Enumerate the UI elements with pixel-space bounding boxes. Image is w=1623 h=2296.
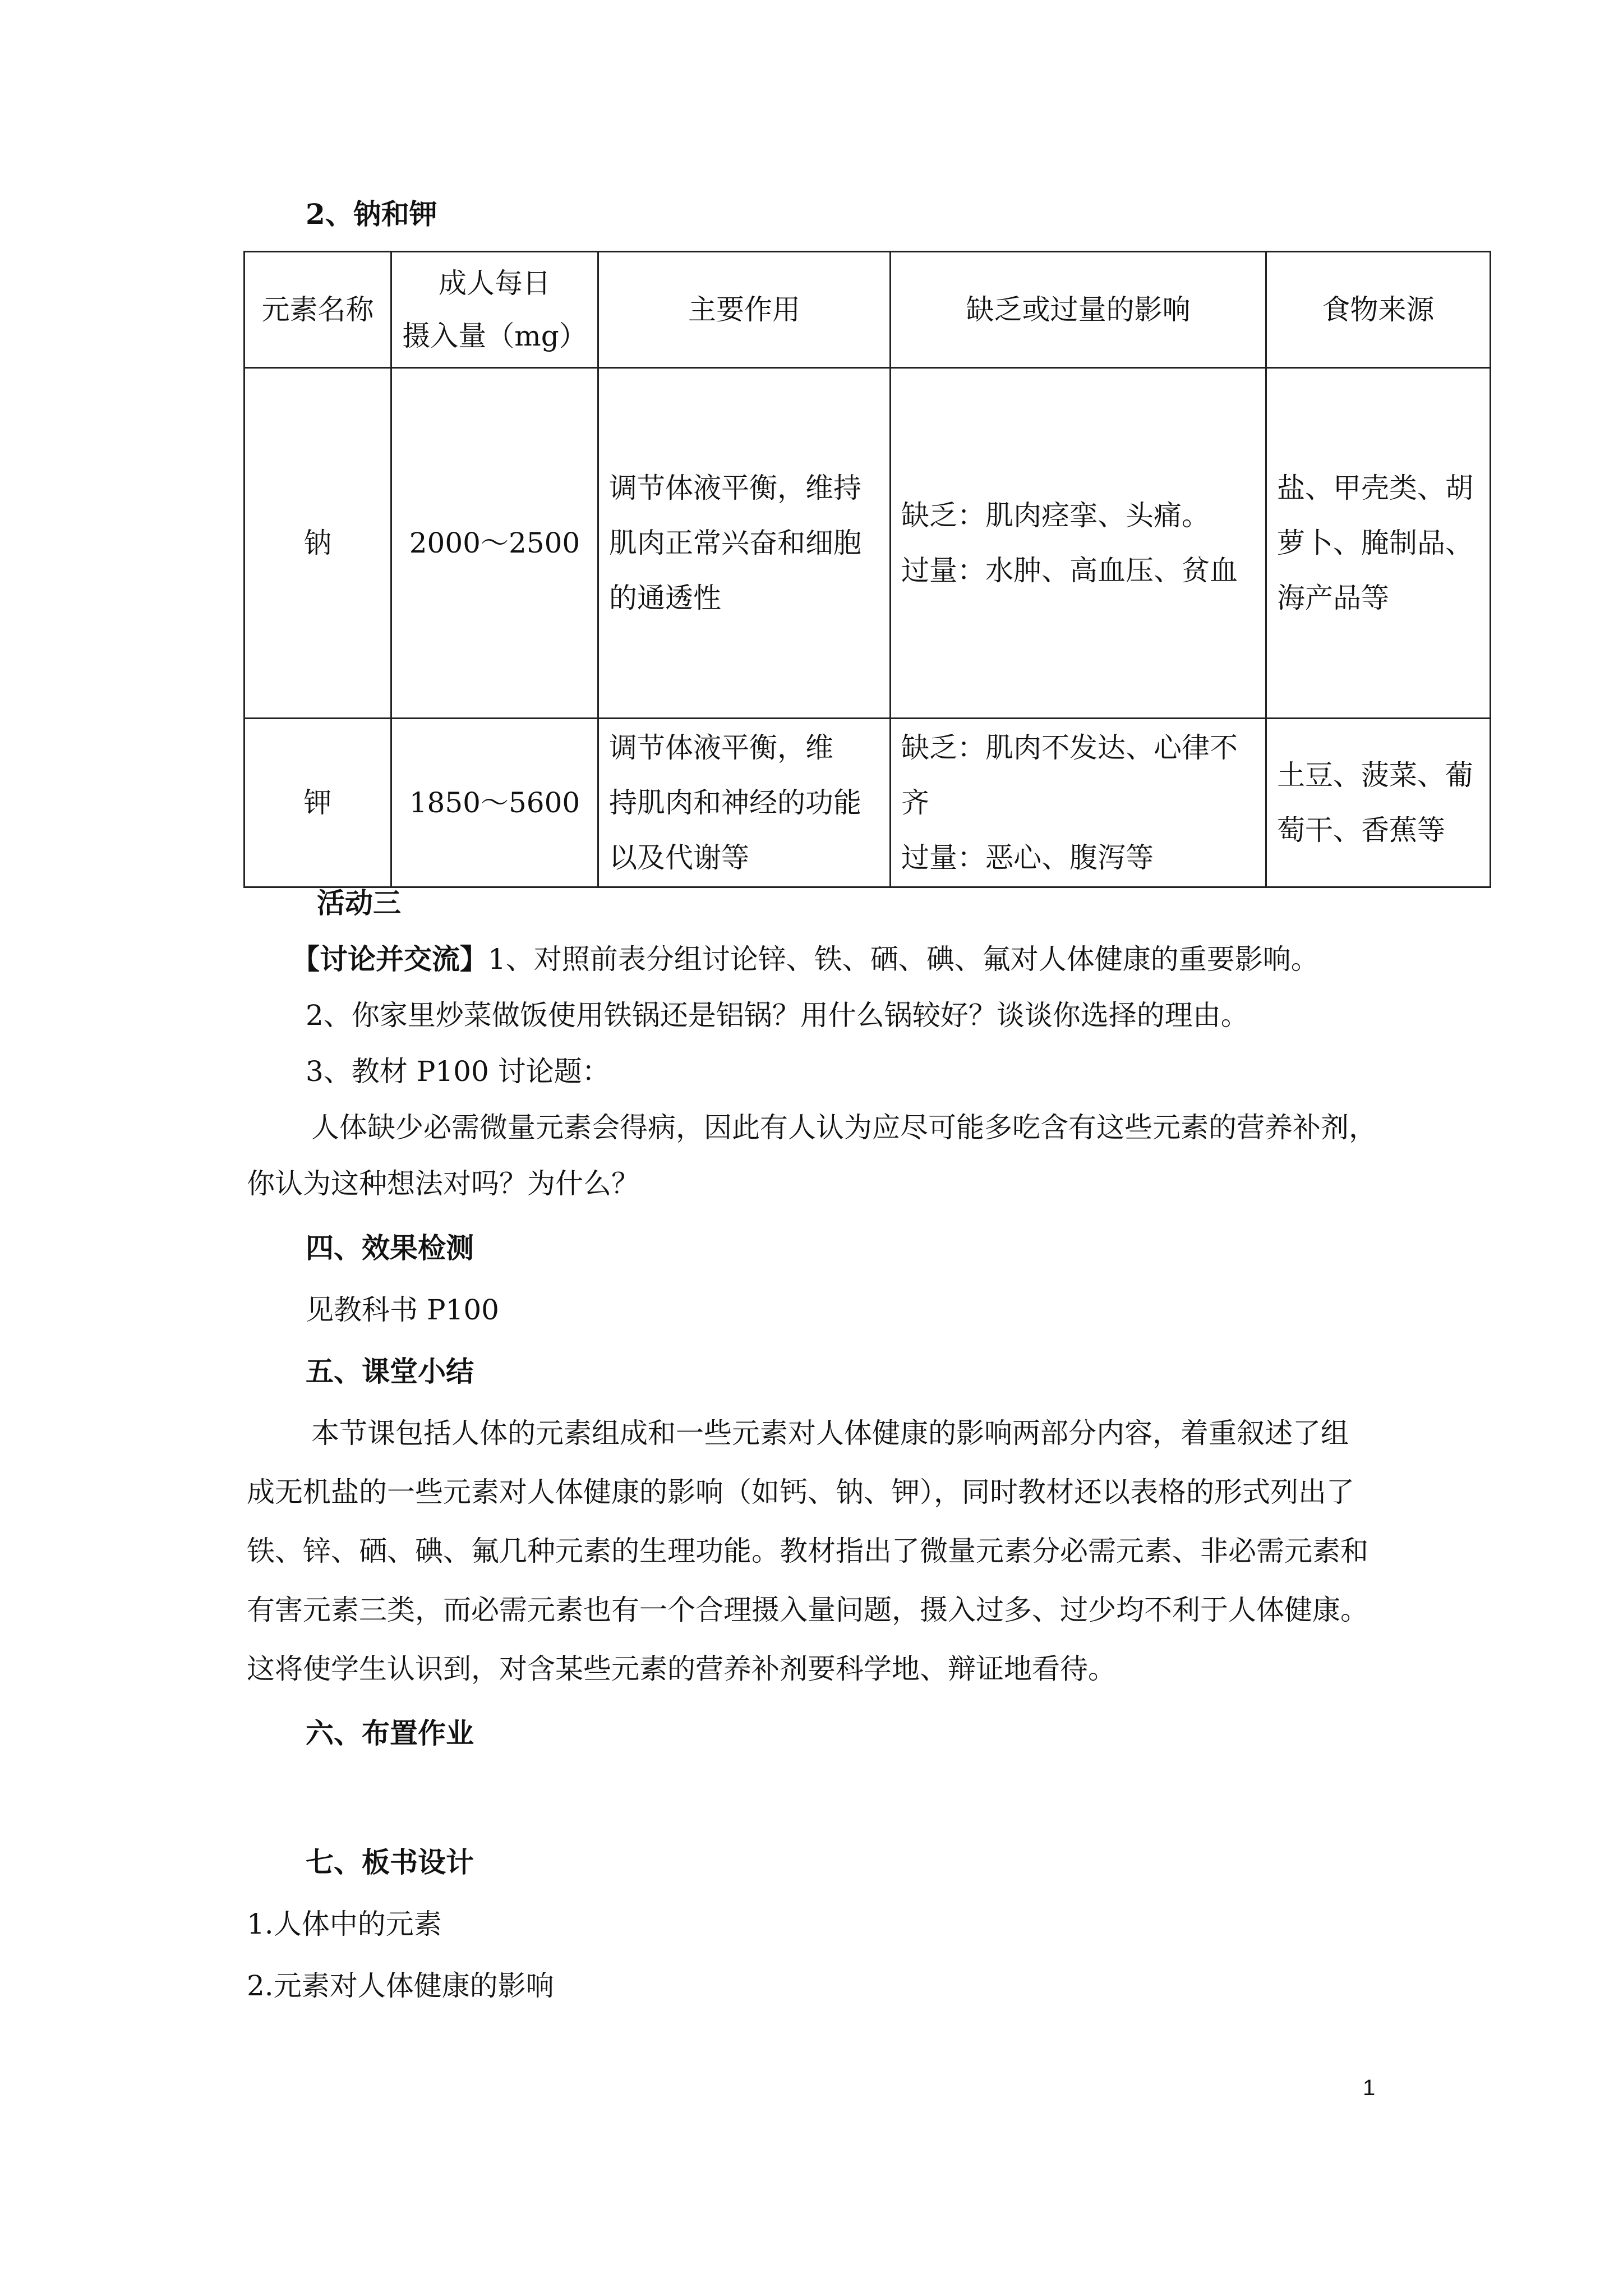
cell-sources xyxy=(1266,368,1491,719)
table-header-row xyxy=(245,252,1491,368)
cell-function xyxy=(598,719,891,887)
cell-sources-line: 萄干、香蕉等 xyxy=(1277,814,1445,846)
header-name: 元素名称 xyxy=(245,252,391,368)
cell-function-line: 调节体液平衡，维 xyxy=(609,731,833,764)
discussion-q1-text: 1、对照前表分组讨论锌、铁、硒、碘、氟对人体健康的重要影响。 xyxy=(488,943,1319,976)
cell-sources-line: 海产品等 xyxy=(1277,582,1389,614)
header-intake-line2: 摄入量（mg） xyxy=(402,320,587,352)
discussion-q2: 2、你家里炒菜做饭使用铁锅还是铝锅？用什么锅较好？谈谈你选择的理由。 xyxy=(306,999,1249,1032)
cell-function-line: 肌肉正常兴奋和细胞 xyxy=(609,527,861,559)
summary-line: 本节课包括人体的元素组成和一些元素对人体健康的影响两部分内容，着重叙述了组 xyxy=(311,1417,1349,1450)
cell-effects-line: 过量：水肿、高血压、贫血 xyxy=(901,554,1238,587)
element-table xyxy=(243,251,1491,888)
cell-effects xyxy=(891,719,1266,887)
section-title-sodium-potassium: 2、钠和钾 xyxy=(306,197,437,231)
section4-title: 四、效果检测 xyxy=(306,1231,474,1264)
cell-function-line: 以及代谢等 xyxy=(609,841,749,874)
section5-title: 五、课堂小结 xyxy=(306,1355,474,1388)
cell-name: 钠 xyxy=(245,368,391,719)
cell-function-line: 调节体液平衡，维持 xyxy=(609,472,861,504)
cell-function xyxy=(598,368,891,719)
summary-line: 有害元素三类，而必需元素也有一个合理摄入量问题，摄入过多、过少均不利于人体健康。 xyxy=(247,1594,1368,1626)
cell-name: 钾 xyxy=(245,719,391,887)
board-item: 2.元素对人体健康的影响 xyxy=(247,1970,554,2002)
header-intake-line1: 成人每日 xyxy=(439,267,551,300)
header-function: 主要作用 xyxy=(598,252,891,368)
board-item: 1.人体中的元素 xyxy=(247,1908,442,1940)
cell-effects xyxy=(891,368,1266,719)
page-number: 1 xyxy=(1363,2076,1376,2100)
table-row-sodium xyxy=(245,368,1491,719)
cell-intake: 2000～2500 xyxy=(391,368,598,719)
activity3-title: 活动三 xyxy=(317,886,401,919)
cell-effects-line: 齐 xyxy=(901,786,929,819)
cell-function-line: 持肌肉和神经的功能 xyxy=(609,786,861,819)
summary-line: 铁、锌、硒、碘、氟几种元素的生理功能。教材指出了微量元素分必需元素、非必需元素和 xyxy=(247,1535,1368,1567)
cell-effects-line: 缺乏：肌肉不发达、心律不 xyxy=(901,731,1238,764)
discussion-q1 xyxy=(292,942,1319,976)
header-intake xyxy=(391,252,598,368)
discussion-q3-text-line1: 人体缺少必需微量元素会得病，因此有人认为应尽可能多吃含有这些元素的营养补剂， xyxy=(311,1111,1377,1144)
section6-title: 六、布置作业 xyxy=(306,1717,474,1750)
summary-line: 这将使学生认识到，对含某些元素的营养补剂要科学地、辩证地看待。 xyxy=(247,1653,1116,1685)
summary-line: 成无机盐的一些元素对人体健康的影响（如钙、钠、钾），同时教材还以表格的形式列出了 xyxy=(247,1476,1354,1508)
cell-sources-line: 盐、甲壳类、胡 xyxy=(1277,472,1473,504)
header-sources: 食物来源 xyxy=(1266,252,1491,368)
cell-effects-line: 过量：恶心、腹泻等 xyxy=(901,841,1154,874)
table-row-potassium xyxy=(245,719,1491,887)
cell-sources-line: 萝卜、腌制品、 xyxy=(1277,527,1473,559)
cell-sources-line: 土豆、菠菜、葡 xyxy=(1277,759,1473,792)
section7-title: 七、板书设计 xyxy=(306,1846,474,1879)
discussion-q3-text-line2: 你认为这种想法对吗？为什么？ xyxy=(247,1167,639,1200)
header-effects: 缺乏或过量的影响 xyxy=(891,252,1266,368)
cell-function-line: 的通透性 xyxy=(609,582,721,614)
discussion-q3: 3、教材 P100 讨论题： xyxy=(306,1055,610,1088)
cell-effects-line: 缺乏：肌肉痉挛、头痛。 xyxy=(901,499,1210,532)
cell-sources xyxy=(1266,719,1491,887)
section4-text: 见教科书 P100 xyxy=(306,1294,499,1326)
discussion-label: 【讨论并交流】 xyxy=(292,942,488,976)
cell-intake: 1850～5600 xyxy=(391,719,598,887)
